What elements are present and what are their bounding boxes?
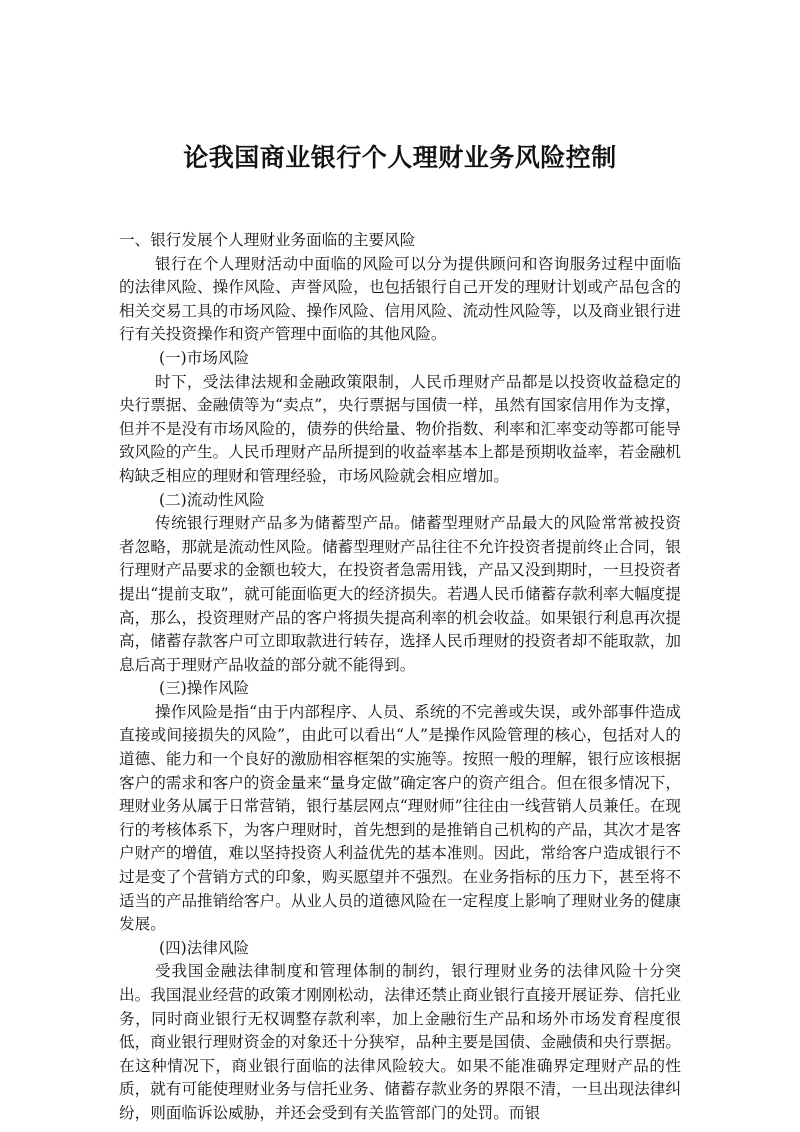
paragraph-liquidity-risk: 传统银行理财产品多为储蓄型产品。储蓄型理财产品最大的风险常常被投资者忽略，那就是流动性风险。储蓄型理财产品往往不允许投资者提前终止合同，银行理财产品要求的金额也较大，在投资者急需用钱，产品又没到期时，一旦投资者提出“提前支取”，就可能面临更大的经济损失。若遇人民币储蓄存款利率大幅度提高，那么，投资理财产品的客户将损失提高利率的机会收益。如果银行利息再次提高，储蓄存款客户可立即取款进行转存，选择人民币理财的投资者却不能取款，加息后高于理财产品收益的部分就不能得到。: [119, 514, 681, 674]
paragraph-market-risk: 时下，受法律法规和金融政策限制，人民币理财产品都是以投资收益稳定的央行票据、金融债等为“卖点”，央行票据与国债一样，虽然有国家信用作为支撑，但并不是没有市场风险的，债券的供给量、物价指数、利率和汇率变动等都可能导致风险的产生。人民币理财产品所提到的收益率基本上都是预期收益率，若金融机构缺乏相应的理财和管理经验，市场风险就会相应增加。: [119, 372, 681, 485]
section-heading: 一、银行发展个人理财业务面临的主要风险: [119, 231, 416, 249]
intro-paragraph: 银行在个人理财活动中面临的风险可以分为提供顾问和咨询服务过程中面临的法律风险、操作风险、声誉风险，也包括银行自己开发的理财计划或产品包含的相关交易工具的市场风险、操作风险、信用风险、流动性风险等，以及商业银行进行有关投资操作和资产管理中面临的其他风险。: [119, 254, 681, 344]
subsection-heading-operational-risk: (三)操作风险: [159, 679, 250, 698]
subsection-heading-market-risk: (一)市场风险: [159, 348, 250, 367]
document-title: 论我国商业银行个人理财业务风险控制: [183, 143, 617, 172]
subsection-heading-legal-risk: (四)法律风险: [159, 938, 250, 957]
document-body: [119, 229, 681, 1126]
subsection-heading-liquidity-risk: (二)流动性风险: [159, 490, 265, 509]
paragraph-operational-risk: 操作风险是指“由于内部程序、人员、系统的不完善或失误，或外部事件造成直接或间接损失的风险”，由此可以看出“人”是操作风险管理的核心，包括对人的道德、能力和一个良好的激励相容框架的实施等。按照一般的理解，银行应该根据客户的需求和客户的资金量来“量身定做”确定客户的资产组合。但在很多情况下，理财业务从属于日常营销，银行基层网点“理财师”往往由一线营销人员兼任。在现行的考核体系下，为客户理财时，首先想到的是推销自己机构的产品，其次才是客户财产的增值，难以坚持投资人利益优先的基本准则。因此，常给客户造成银行不过是变了个营销方式的印象，购买愿望并不强烈。在业务指标的压力下，甚至将不适当的产品推销给客户。从业人员的道德风险在一定程度上影响了理财业务的健康发展。: [119, 702, 681, 934]
paragraph-legal-risk: 受我国金融法律制度和管理体制的制约，银行理财业务的法律风险十分突出。我国混业经营的政策才刚刚松动，法律还禁止商业银行直接开展证券、信托业务，同时商业银行无权调整存款利率，加上金融衍生产品和场外市场发育程度很低，商业银行理财资金的对象还十分狭窄，品种主要是国债、金融债和央行票据。在这种情况下，商业银行面临的法律风险较大。如果不能准确界定理财产品的性质，就有可能使理财业务与信托业务、储蓄存款业务的界限不清，一旦出现法律纠纷，则面临诉讼威胁，并还会受到有关监管部门的处罚。而银: [119, 962, 681, 1122]
